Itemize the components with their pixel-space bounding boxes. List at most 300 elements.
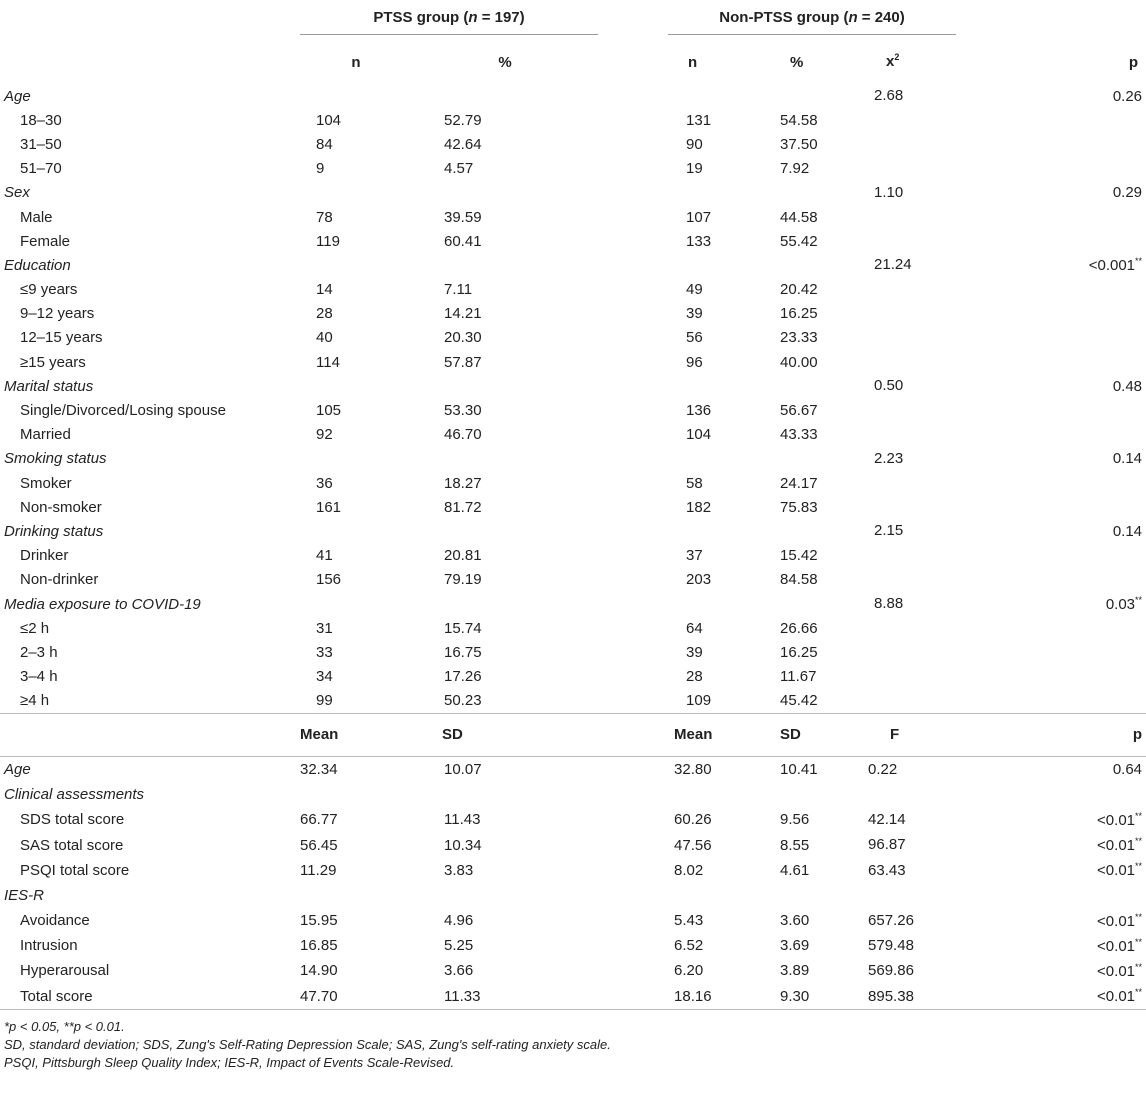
cell-sd-nonptss xyxy=(780,782,986,807)
section-row xyxy=(0,181,1146,205)
cell-mean-ptss xyxy=(300,883,412,908)
stat-cell xyxy=(868,984,1146,1010)
row-label: Sex xyxy=(4,184,30,202)
stat-cell xyxy=(986,544,1146,568)
table-row xyxy=(0,958,1146,983)
non-ptss-group-header: Non-PTSS group (n = 240) xyxy=(668,0,986,40)
cell-sd-ptss: 3.83 xyxy=(444,861,474,879)
table-row xyxy=(0,568,1146,592)
cell-pct-ptss: 16.75 xyxy=(444,643,482,661)
table-row xyxy=(0,807,1146,832)
cell-p-value: <0.01** xyxy=(1097,936,1143,955)
cell-n-nonptss: 182 xyxy=(686,498,712,516)
cell-n-ptss: 114 xyxy=(316,353,340,371)
table-row xyxy=(0,832,1146,857)
cell-mean-nonptss: 6.52 xyxy=(674,937,704,955)
row-label: Clinical assessments xyxy=(4,786,145,804)
cell-mean-nonptss: 32.80 xyxy=(674,760,712,778)
spacer-cell xyxy=(598,278,668,302)
stat-cell xyxy=(868,807,1146,832)
spacer-cell xyxy=(598,832,668,857)
cell-n-ptss: 41 xyxy=(316,547,333,565)
spacer-cell xyxy=(598,984,668,1010)
cell-pct-ptss xyxy=(412,447,598,471)
cell-p-value: <0.001** xyxy=(1088,256,1143,275)
spacer-cell xyxy=(598,782,668,807)
cell-pct-ptss: 18.27 xyxy=(444,474,482,492)
cell-pct-ptss: 50.23 xyxy=(444,692,482,710)
table-row xyxy=(0,108,1146,132)
cell-pct-nonptss: 40.00 xyxy=(780,353,818,371)
spacer-cell xyxy=(598,374,668,398)
stat-cell xyxy=(874,374,1146,398)
cell-sd-ptss: 11.43 xyxy=(444,811,481,829)
row-label: Media exposure to COVID-19 xyxy=(4,595,201,613)
stat-cell xyxy=(868,832,1146,857)
cell-n-ptss xyxy=(300,374,412,398)
section-row xyxy=(0,883,1146,908)
stat-header xyxy=(890,713,1146,756)
cell-pct-ptss: 60.41 xyxy=(444,232,482,250)
cell-chi-square: 21.24 xyxy=(874,256,912,274)
cell-p-value: <0.01** xyxy=(1097,911,1143,930)
stat-cell xyxy=(986,883,1146,908)
spacer-cell xyxy=(598,519,668,543)
col-header-pct-ptss: % xyxy=(498,53,512,71)
spacer-cell xyxy=(598,807,668,832)
cell-pct-nonptss: 45.42 xyxy=(780,692,818,710)
table-row xyxy=(0,302,1146,326)
continuous-section xyxy=(0,713,1146,1009)
spacer-cell xyxy=(598,689,668,714)
cell-pct-ptss xyxy=(412,374,598,398)
cell-n-ptss: 28 xyxy=(316,305,333,323)
table-row xyxy=(0,205,1146,229)
cell-sd-nonptss: 10.41 xyxy=(780,760,818,778)
cell-n-ptss: 9 xyxy=(316,160,325,178)
col-header-p: p xyxy=(1128,53,1139,71)
cell-pct-nonptss: 23.33 xyxy=(780,329,818,347)
spacer-cell xyxy=(598,908,668,933)
cell-n-nonptss: 133 xyxy=(686,232,712,250)
cell-pct-ptss: 81.72 xyxy=(444,498,482,516)
cell-n-ptss xyxy=(300,181,412,205)
cell-p-value: <0.01** xyxy=(1097,836,1143,855)
cell-sd-nonptss: 3.60 xyxy=(780,912,810,930)
spacer-cell xyxy=(598,447,668,471)
col-header-chi-square: $x^2$ xyxy=(886,52,900,70)
cell-n-nonptss: 37 xyxy=(686,547,703,565)
cell-pct-ptss xyxy=(412,84,598,108)
cell-n-nonptss: 58 xyxy=(686,474,703,492)
spacer-cell xyxy=(598,958,668,983)
spacer-cell xyxy=(598,756,668,782)
stat-cell xyxy=(986,350,1146,374)
stat-cell xyxy=(986,782,1146,807)
spacer-cell xyxy=(598,640,668,664)
cell-n-nonptss: 39 xyxy=(686,643,703,661)
cell-n-nonptss: 39 xyxy=(686,305,703,323)
row-label: ≤9 years xyxy=(20,281,78,299)
section-row xyxy=(0,782,1146,807)
cell-n-nonptss: 28 xyxy=(686,668,703,686)
cell-pct-nonptss: 26.66 xyxy=(780,619,818,637)
cell-n-nonptss: 203 xyxy=(686,571,712,589)
col-header-f: F xyxy=(890,725,900,743)
row-label: Married xyxy=(20,426,71,444)
header-blank xyxy=(598,713,668,756)
cell-p-value: 0.48 xyxy=(1112,377,1143,395)
cell-mean-ptss: 47.70 xyxy=(300,984,412,1010)
cell-p-value: <0.01** xyxy=(1097,987,1143,1006)
row-label: ≥4 h xyxy=(20,692,50,710)
cell-chi-square: 1.10 xyxy=(874,183,904,201)
cell-n-ptss: 40 xyxy=(316,329,333,347)
cell-f-value: 895.38 xyxy=(868,987,914,1005)
cell-pct-nonptss: 16.25 xyxy=(780,643,818,661)
section-row xyxy=(0,253,1146,277)
cell-f-value: 579.48 xyxy=(868,937,914,955)
row-label: IES-R xyxy=(4,886,45,904)
row-label: 18–30 xyxy=(20,111,62,129)
cell-pct-ptss: 17.26 xyxy=(444,668,482,686)
cell-n-ptss xyxy=(300,592,412,616)
spacer-cell xyxy=(598,568,668,592)
cell-sd-nonptss: 4.61 xyxy=(780,861,810,879)
table-row xyxy=(0,398,1146,422)
cell-mean-nonptss xyxy=(668,883,780,908)
cell-mean-ptss: 15.95 xyxy=(300,912,338,930)
cell-n-ptss: 36 xyxy=(316,474,333,492)
cell-n-nonptss: 109 xyxy=(686,692,712,710)
cell-pct-ptss: 20.81 xyxy=(444,547,482,565)
cell-pct-nonptss: 7.92 xyxy=(780,160,810,178)
stat-cell xyxy=(868,858,1146,883)
table-row xyxy=(0,495,1146,519)
cell-n-nonptss: 90 xyxy=(686,135,703,153)
cell-p-value: 0.29 xyxy=(1112,184,1143,202)
cell-n-nonptss: 131 xyxy=(686,111,712,129)
table-row xyxy=(0,157,1146,181)
cell-pct-nonptss: 44.58 xyxy=(780,208,818,226)
table-row xyxy=(0,858,1146,883)
cell-pct-ptss: 52.79 xyxy=(444,111,482,129)
spacer-cell xyxy=(598,471,668,495)
stat-cell xyxy=(986,302,1146,326)
cell-n-nonptss: 104 xyxy=(686,426,712,444)
section-row xyxy=(0,592,1146,616)
cell-n-ptss: 161 xyxy=(316,498,342,516)
spacer-cell xyxy=(598,592,668,616)
spacer-cell xyxy=(598,933,668,958)
section-row xyxy=(0,84,1146,108)
row-label: 3–4 h xyxy=(20,668,58,686)
cell-sd-ptss: 10.34 xyxy=(444,836,482,854)
spacer-cell xyxy=(598,398,668,422)
cell-chi-square: 2.23 xyxy=(874,449,904,467)
cell-mean-ptss: 14.90 xyxy=(300,962,338,980)
cell-sd-ptss xyxy=(412,883,598,908)
categorical-section xyxy=(0,84,1146,713)
cell-p-value: <0.01** xyxy=(1097,961,1143,980)
row-label: 2–3 h xyxy=(20,643,58,661)
stat-cell xyxy=(874,447,1146,471)
cell-f-value: 569.86 xyxy=(868,962,914,980)
table-row xyxy=(0,423,1146,447)
stat-cell xyxy=(986,229,1146,253)
cell-pct-ptss xyxy=(412,519,598,543)
cell-pct-nonptss: 15.42 xyxy=(780,547,818,565)
cell-mean-nonptss: 47.56 xyxy=(674,836,712,854)
cell-n-nonptss: 56 xyxy=(686,329,703,347)
cell-n-nonptss: 96 xyxy=(686,353,703,371)
table-row xyxy=(0,278,1146,302)
table-row xyxy=(0,229,1146,253)
spacer-cell xyxy=(598,665,668,689)
cell-mean-ptss: 16.85 xyxy=(300,937,338,955)
cell-pct-ptss: 79.19 xyxy=(444,571,482,589)
footnote-abbrev-1: SD, standard deviation; SDS, Zung's Self-Rating Depression Scale; SAS, Zung's self-rating anxiety scale. xyxy=(4,1036,611,1052)
spacer-cell xyxy=(598,350,668,374)
ptss-group-header: PTSS group (n = 197) xyxy=(300,0,598,40)
table-row xyxy=(0,326,1146,350)
cell-n-ptss: 119 xyxy=(316,232,340,250)
stat-cell xyxy=(986,640,1146,664)
row-label: Intrusion xyxy=(20,937,78,955)
cell-p-value: <0.01** xyxy=(1097,810,1143,829)
stat-cell xyxy=(868,756,1146,782)
col-header-n-ptss: n xyxy=(351,53,361,71)
spacer-cell xyxy=(598,157,668,181)
row-label: Smoker xyxy=(20,474,72,492)
table-row xyxy=(0,350,1146,374)
cell-p-value: 0.03** xyxy=(1105,595,1143,614)
stat-cell xyxy=(986,205,1146,229)
stat-cell xyxy=(986,398,1146,422)
footnote-abbrev-2: PSQI, Pittsburgh Sleep Quality Index; IES-R, Impact of Events Scale-Revised. xyxy=(4,1054,455,1070)
stat-cell xyxy=(868,958,1146,983)
cell-pct-ptss: 46.70 xyxy=(444,426,482,444)
cell-mean-nonptss: 6.20 xyxy=(674,962,704,980)
cell-n-nonptss xyxy=(668,374,780,398)
row-label: Avoidance xyxy=(20,912,90,930)
cell-pct-nonptss: 37.50 xyxy=(780,135,818,153)
row-label: SAS total score xyxy=(20,836,124,854)
cell-mean-ptss: 32.34 xyxy=(300,760,338,778)
row-label: SDS total score xyxy=(20,811,125,829)
row-label: Single/Divorced/Losing spouse xyxy=(20,402,226,420)
row-label: Non-drinker xyxy=(20,571,99,589)
cell-n-ptss: 84 xyxy=(316,135,333,153)
col-header-n-nonptss: n xyxy=(688,53,698,71)
cell-chi-square: 0.50 xyxy=(874,377,904,395)
cell-pct-ptss: 20.30 xyxy=(444,329,482,347)
cell-p-value: <0.01** xyxy=(1097,861,1143,880)
row-label: Age xyxy=(4,87,31,105)
stat-cell xyxy=(874,253,1146,277)
row-label: Drinking status xyxy=(4,522,104,540)
row-label: ≤2 h xyxy=(20,619,50,637)
stat-cell xyxy=(986,665,1146,689)
cell-n-nonptss xyxy=(668,253,780,277)
row-label: Non-smoker xyxy=(20,498,102,516)
cell-sd-nonptss: 8.55 xyxy=(780,836,810,854)
stat-cell xyxy=(986,568,1146,592)
cell-mean-nonptss: 5.43 xyxy=(674,912,704,930)
table-row xyxy=(0,908,1146,933)
stat-cell xyxy=(986,132,1146,156)
row-label: Education xyxy=(4,256,71,274)
row-label: 9–12 years xyxy=(20,305,95,323)
cell-sd-nonptss: 3.69 xyxy=(780,937,810,955)
cell-n-ptss xyxy=(300,447,412,471)
row-label: 31–50 xyxy=(20,135,62,153)
col-header-sd-nonptss: SD xyxy=(780,713,986,756)
spacer-cell xyxy=(598,84,668,108)
cell-f-value: 657.26 xyxy=(868,912,914,929)
cell-sd-ptss: 10.07 xyxy=(444,760,482,778)
cell-n-nonptss xyxy=(668,519,780,543)
cell-pct-nonptss: 16.25 xyxy=(780,305,818,323)
cell-n-nonptss: 49 xyxy=(686,281,703,299)
cell-mean-ptss xyxy=(300,782,412,807)
spacer-cell xyxy=(598,108,668,132)
col-header-sd-ptss: SD xyxy=(412,713,598,756)
stat-cell xyxy=(986,689,1146,714)
cell-sd-nonptss: 3.89 xyxy=(780,962,810,980)
cell-pct-nonptss: 54.58 xyxy=(780,111,818,129)
row-label: Male xyxy=(20,208,53,226)
cell-pct-ptss: 57.87 xyxy=(444,353,482,371)
cell-n-nonptss: 107 xyxy=(686,208,712,226)
cell-p-value: 0.14 xyxy=(1112,522,1143,540)
cell-pct-nonptss: 43.33 xyxy=(780,426,818,444)
cell-p-value: 0.64 xyxy=(1112,760,1143,778)
stat-cell xyxy=(874,84,1146,108)
spacer-cell xyxy=(598,423,668,447)
col-header-pct-nonptss: % xyxy=(790,53,804,71)
cell-sd-ptss: 11.33 xyxy=(412,984,598,1010)
cell-mean-nonptss xyxy=(668,782,780,807)
cell-pct-ptss: 42.64 xyxy=(444,135,482,153)
cell-f-value: 0.22 xyxy=(868,760,898,778)
stat-cell xyxy=(874,519,1146,543)
cell-n-nonptss: 64 xyxy=(686,619,703,637)
cell-pct-nonptss: 20.42 xyxy=(780,281,818,299)
table-row xyxy=(0,132,1146,156)
cell-pct-ptss: 4.57 xyxy=(444,160,474,178)
cell-n-nonptss xyxy=(668,84,780,108)
spacer-cell xyxy=(598,326,668,350)
cell-sd-nonptss: 9.56 xyxy=(780,811,810,829)
cell-pct-ptss xyxy=(412,253,598,277)
cell-n-ptss: 14 xyxy=(316,281,333,299)
cell-pct-nonptss: 11.67 xyxy=(780,668,817,686)
cell-pct-ptss: 39.59 xyxy=(444,208,482,226)
table-footnotes xyxy=(0,1018,1146,1072)
cell-n-ptss xyxy=(300,519,412,543)
row-label: ≥15 years xyxy=(20,353,86,371)
cell-sd-ptss: 3.66 xyxy=(444,962,474,980)
section-row xyxy=(0,756,1146,782)
spacer-cell xyxy=(598,132,668,156)
cell-pct-ptss xyxy=(412,592,598,616)
row-label: Total score xyxy=(0,984,300,1010)
cell-pct-nonptss: 56.67 xyxy=(780,402,818,420)
spacer-cell xyxy=(598,616,668,640)
cell-pct-nonptss: 84.58 xyxy=(780,571,818,589)
spacer-cell xyxy=(598,181,668,205)
cell-pct-nonptss: 75.83 xyxy=(780,498,818,516)
cell-n-ptss: 92 xyxy=(316,426,333,444)
row-label: Smoking status xyxy=(4,450,107,468)
section-row xyxy=(0,519,1146,543)
row-label: Hyperarousal xyxy=(20,962,110,980)
cell-sd-ptss: 5.25 xyxy=(444,937,474,955)
cell-pct-ptss xyxy=(412,181,598,205)
cell-n-nonptss: 19 xyxy=(686,160,703,178)
cell-sd-nonptss xyxy=(780,883,986,908)
cell-mean-nonptss: 8.02 xyxy=(674,861,704,879)
cell-p-value: 0.14 xyxy=(1112,450,1143,468)
row-label: 12–15 years xyxy=(20,329,103,347)
cell-pct-nonptss: 24.17 xyxy=(780,474,818,492)
stat-cell xyxy=(986,326,1146,350)
row-label: Age xyxy=(4,760,31,778)
cell-mean-nonptss: 18.16 xyxy=(668,984,780,1010)
cell-n-nonptss xyxy=(668,181,780,205)
stat-cell xyxy=(986,108,1146,132)
cell-mean-ptss: 11.29 xyxy=(300,861,337,879)
stat-cell xyxy=(874,181,1146,205)
stat-cell xyxy=(986,471,1146,495)
spacer-cell xyxy=(598,205,668,229)
stat-cell xyxy=(986,278,1146,302)
header-blank xyxy=(0,713,300,756)
cell-sd-ptss: 4.96 xyxy=(444,912,474,930)
cell-pct-ptss: 53.30 xyxy=(444,402,482,420)
stat-cell xyxy=(874,592,1146,616)
spacer-cell xyxy=(598,883,668,908)
table-row xyxy=(0,471,1146,495)
cell-n-ptss: 156 xyxy=(316,571,342,589)
continuous-header-row xyxy=(0,713,1146,756)
spacer-cell xyxy=(598,495,668,519)
cell-chi-square: 8.88 xyxy=(874,594,904,612)
table-row xyxy=(0,665,1146,689)
cell-chi-square: 2.15 xyxy=(874,522,904,540)
cell-f-value: 42.14 xyxy=(868,811,906,829)
cell-pct-nonptss: 55.42 xyxy=(780,232,818,250)
cell-sd-nonptss: 9.30 xyxy=(780,984,986,1010)
cell-n-ptss: 78 xyxy=(316,208,333,226)
row-label: Drinker xyxy=(20,547,69,565)
cell-n-ptss xyxy=(300,84,412,108)
table-row xyxy=(0,933,1146,958)
stat-cell xyxy=(986,157,1146,181)
cell-n-ptss: 104 xyxy=(316,111,342,129)
table-row xyxy=(0,640,1146,664)
row-label: Female xyxy=(20,232,71,250)
col-header-mean-nonptss: Mean xyxy=(668,713,780,756)
spacer-cell xyxy=(598,544,668,568)
table-row xyxy=(0,689,1146,714)
section-row xyxy=(0,447,1146,471)
footnote-significance: *p < 0.05, **p < 0.01. xyxy=(4,1018,125,1034)
cell-n-nonptss: 136 xyxy=(686,402,712,420)
row-label: PSQI total score xyxy=(20,861,130,879)
spacer-cell xyxy=(598,253,668,277)
